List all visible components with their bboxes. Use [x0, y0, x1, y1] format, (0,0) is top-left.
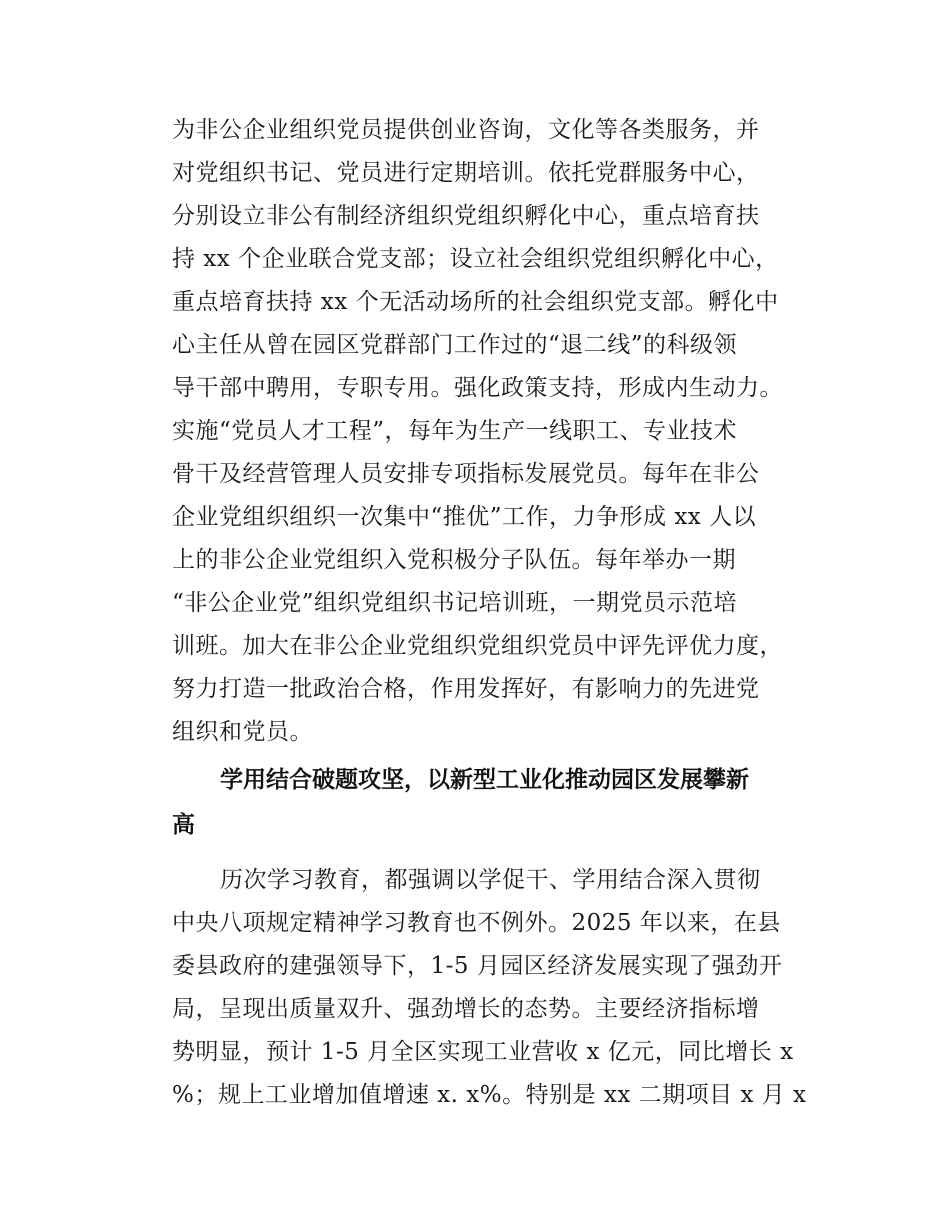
paragraph-line: 企业党组织组织一次集中“推优”工作，力争形成 xx 人以: [172, 504, 757, 530]
heading-line: 学用结合破题攻坚，以新型工业化推动园区发展攀新: [220, 767, 749, 793]
paragraph-line: 为非公企业组织党员提供创业咨询，文化等各类服务，并: [172, 117, 760, 143]
paragraph-line: 重点培育扶持 xx 个无活动场所的社会组织党支部。孵化中: [172, 289, 779, 315]
paragraph-line: 对党组织书记、党员进行定期培训。依托党群服务中心，: [172, 160, 760, 186]
paragraph-line: 中央八项规定精神学习教育也不例外。2025 年以来，在县: [172, 910, 781, 936]
paragraph-line: 实施“党员人才工程”，每年为生产一线职工、专业技术: [172, 418, 738, 444]
paragraph-line: 骨干及经营管理人员安排专项指标发展党员。每年在非公: [172, 461, 760, 487]
heading-line: 高: [172, 812, 195, 838]
paragraph-line: 持 xx 个企业联合党支部；设立社会组织党组织孵化中心，: [172, 246, 779, 272]
paragraph-line: 势明显，预计 1-5 月全区实现工业营收 x 亿元，同比增长 x: [172, 1039, 794, 1065]
paragraph-line: 分别设立非公有制经济组织党组织孵化中心，重点培育扶: [172, 203, 760, 229]
paragraph-line: 努力打造一批政治合格，作用发挥好，有影响力的先进党: [172, 676, 760, 702]
paragraph-line: “非公企业党”组织党组织书记培训班，一期党员示范培: [172, 590, 738, 616]
paragraph-line: %；规上工业增加值增速 x. x%。特别是 xx 二期项目 x 月 x: [172, 1082, 807, 1108]
paragraph-line: 组织和党员。: [172, 719, 313, 745]
paragraph-line: 局，呈现出质量双升、强劲增长的态势。主要经济指标增: [172, 996, 760, 1022]
paragraph-line: 导干部中聘用，专职专用。强化政策支持，形成内生动力。: [172, 375, 783, 401]
paragraph-line: 上的非公企业党组织入党积极分子队伍。每年举办一期: [172, 547, 736, 573]
paragraph-line: 训班。加大在非公企业党组织党组织党员中评先评优力度，: [172, 633, 783, 659]
paragraph-line: 心主任从曾在园区党群部门工作过的“退二线”的科级领: [172, 332, 738, 358]
paragraph-line: 委县政府的建强领导下，1-5 月园区经济发展实现了强劲开: [172, 953, 783, 979]
paragraph-line: 历次学习教育，都强调以学促干、学用结合深入贯彻: [220, 867, 761, 893]
